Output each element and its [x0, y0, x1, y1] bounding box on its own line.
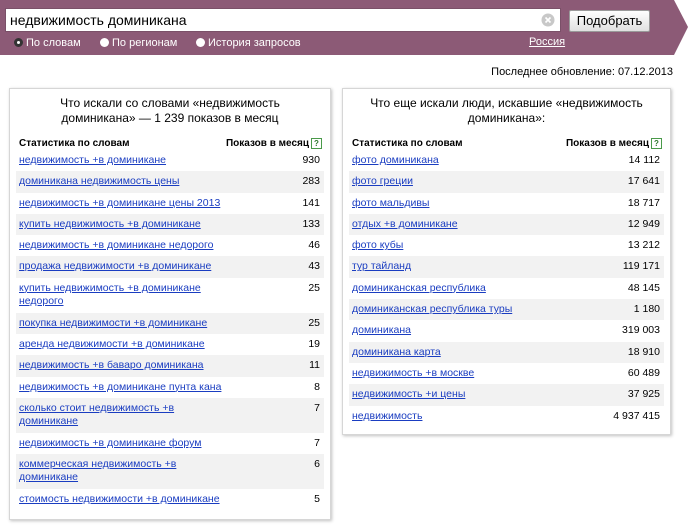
search-input[interactable]	[10, 11, 530, 29]
phrase-link[interactable]: аренда недвижимости +в доминикане	[19, 338, 205, 351]
table-row	[16, 355, 324, 376]
phrase-link[interactable]: доминикана карта	[352, 345, 441, 358]
impressions-count: 19	[308, 338, 320, 351]
col-header-count	[226, 138, 322, 149]
search-header	[0, 0, 674, 55]
mode-by-words[interactable]	[14, 37, 81, 49]
region-link[interactable]: Россия	[529, 36, 566, 48]
table-row	[349, 320, 664, 341]
mode-by-words-label: По словам	[26, 37, 81, 49]
phrase-link[interactable]: доминиканская республика туры	[352, 303, 513, 316]
help-icon[interactable]: ?	[311, 138, 322, 149]
table-row	[349, 171, 664, 192]
panel-title: Что искали со словами «недвижимость доминикана» — 1 239 показов в месяц	[60, 96, 280, 125]
mode-by-regions-label: По регионам	[112, 37, 178, 49]
phrase-link[interactable]: тур тайланд	[352, 260, 412, 273]
table-row	[16, 313, 324, 334]
impressions-count: 13 212	[627, 239, 660, 252]
impressions-count: 60 489	[627, 366, 660, 379]
search-box	[5, 8, 561, 32]
impressions-count: 319 003	[622, 324, 660, 337]
related-stats-panel	[342, 88, 671, 435]
table-row	[349, 406, 664, 427]
impressions-count: 25	[308, 316, 320, 329]
phrase-link[interactable]: покупка недвижимости +в доминикане	[19, 316, 208, 329]
phrase-link[interactable]: доминикана недвижимость цены	[19, 175, 180, 188]
table-row	[349, 214, 664, 235]
table-row	[16, 398, 324, 433]
impressions-count: 133	[302, 217, 320, 230]
phrase-link[interactable]: недвижимость +в доминикане форум	[19, 436, 202, 449]
phrase-link[interactable]: купить недвижимость +в доминикане	[19, 217, 201, 230]
table-row	[16, 235, 324, 256]
impressions-count: 37 925	[627, 388, 660, 401]
mode-history[interactable]	[196, 37, 301, 49]
table-row	[349, 384, 664, 405]
phrase-link[interactable]: недвижимость +в баваро доминикана	[19, 359, 204, 372]
mode-by-regions[interactable]	[100, 37, 177, 49]
col-header-phrase: Статистика по словам	[19, 138, 130, 149]
table-row	[16, 193, 324, 214]
phrase-link[interactable]: недвижимость +в доминикане недорого	[19, 239, 214, 252]
related-table	[349, 150, 664, 427]
col-header-count-label: Показов в месяц	[565, 138, 649, 149]
phrase-link[interactable]: коммерческая недвижимость +в доминикане	[19, 458, 177, 484]
table-row	[349, 235, 664, 256]
col-header-count	[566, 138, 662, 149]
table-row	[16, 454, 324, 489]
table-row	[16, 489, 324, 510]
submit-button[interactable]: Подобрать	[569, 10, 650, 32]
phrase-link[interactable]: фото кубы	[352, 239, 404, 252]
panel-title: Что еще искали люди, искавшие «недвижимость доминикана»:	[370, 96, 643, 125]
impressions-count: 6	[314, 458, 320, 471]
col-header-phrase: Статистика по словам	[352, 138, 463, 149]
col-header-count-label: Показов в месяц	[225, 138, 309, 149]
header-arrow	[674, 0, 688, 55]
impressions-count: 141	[302, 196, 320, 209]
impressions-count: 12 949	[627, 217, 660, 230]
table-row	[16, 171, 324, 192]
impressions-count: 46	[308, 239, 320, 252]
impressions-count: 43	[308, 260, 320, 273]
phrase-link[interactable]: недвижимость +в доминикане цены 2013	[19, 196, 221, 209]
phrase-link[interactable]: отдых +в доминикане	[352, 217, 458, 230]
radio-icon[interactable]	[100, 38, 109, 47]
table-row	[349, 193, 664, 214]
mode-history-label: История запросов	[208, 37, 301, 49]
phrase-link[interactable]: фото греции	[352, 175, 413, 188]
phrase-link[interactable]: недвижимость	[352, 409, 423, 422]
table-row	[349, 299, 664, 320]
impressions-count: 25	[308, 281, 320, 294]
phrase-link[interactable]: недвижимость +в москве	[352, 366, 475, 379]
phrase-link[interactable]: недвижимость +в доминикане	[19, 154, 167, 166]
table-row	[349, 342, 664, 363]
impressions-count: 8	[314, 380, 320, 393]
help-icon[interactable]: ?	[651, 138, 662, 149]
phrase-link[interactable]: доминикана	[352, 324, 412, 337]
phrase-link[interactable]: доминиканская республика	[352, 281, 486, 294]
phrase-link[interactable]: стоимость недвижимости +в доминикане	[19, 493, 220, 506]
impressions-count: 930	[302, 154, 320, 166]
impressions-count: 7	[314, 401, 320, 414]
radio-icon[interactable]	[196, 38, 205, 47]
phrase-link[interactable]: сколько стоит недвижимость +в доминикане	[19, 401, 175, 427]
phrase-link[interactable]: продажа недвижимости +в доминикане	[19, 260, 212, 273]
impressions-count: 1 180	[633, 303, 660, 316]
table-row	[349, 256, 664, 277]
table-row	[16, 256, 324, 277]
impressions-count: 17 641	[627, 175, 660, 188]
phrase-link[interactable]: фото доминикана	[352, 154, 439, 166]
phrase-link[interactable]: недвижимость +и цены	[352, 388, 466, 401]
phrase-link[interactable]: недвижимость +в доминикане пунта кана	[19, 380, 222, 393]
impressions-count: 14 112	[628, 154, 660, 166]
table-row	[16, 214, 324, 235]
table-row	[16, 433, 324, 454]
table-row	[16, 334, 324, 355]
phrase-link[interactable]: фото мальдивы	[352, 196, 430, 209]
clear-icon[interactable]	[541, 13, 555, 27]
table-row	[349, 278, 664, 299]
last-updated: Последнее обновление: 07.12.2013	[491, 66, 673, 78]
impressions-count: 7	[314, 436, 320, 449]
table-row	[16, 278, 324, 313]
impressions-count: 283	[302, 175, 320, 188]
radio-selected-icon[interactable]	[14, 38, 23, 47]
impressions-count: 11	[309, 359, 320, 372]
table-row	[349, 363, 664, 384]
table-row	[349, 150, 664, 171]
phrase-link[interactable]: купить недвижимость +в доминикане недорого	[19, 281, 201, 307]
impressions-count: 5	[314, 493, 320, 506]
impressions-count: 119 171	[622, 260, 660, 273]
table-row	[16, 377, 324, 398]
impressions-count: 18 910	[627, 345, 660, 358]
words-stats-panel	[9, 88, 331, 520]
impressions-count: 18 717	[627, 196, 660, 209]
impressions-count: 4 937 415	[613, 409, 660, 422]
impressions-count: 48 145	[627, 281, 660, 294]
table-row	[16, 150, 324, 171]
words-table	[16, 150, 324, 511]
